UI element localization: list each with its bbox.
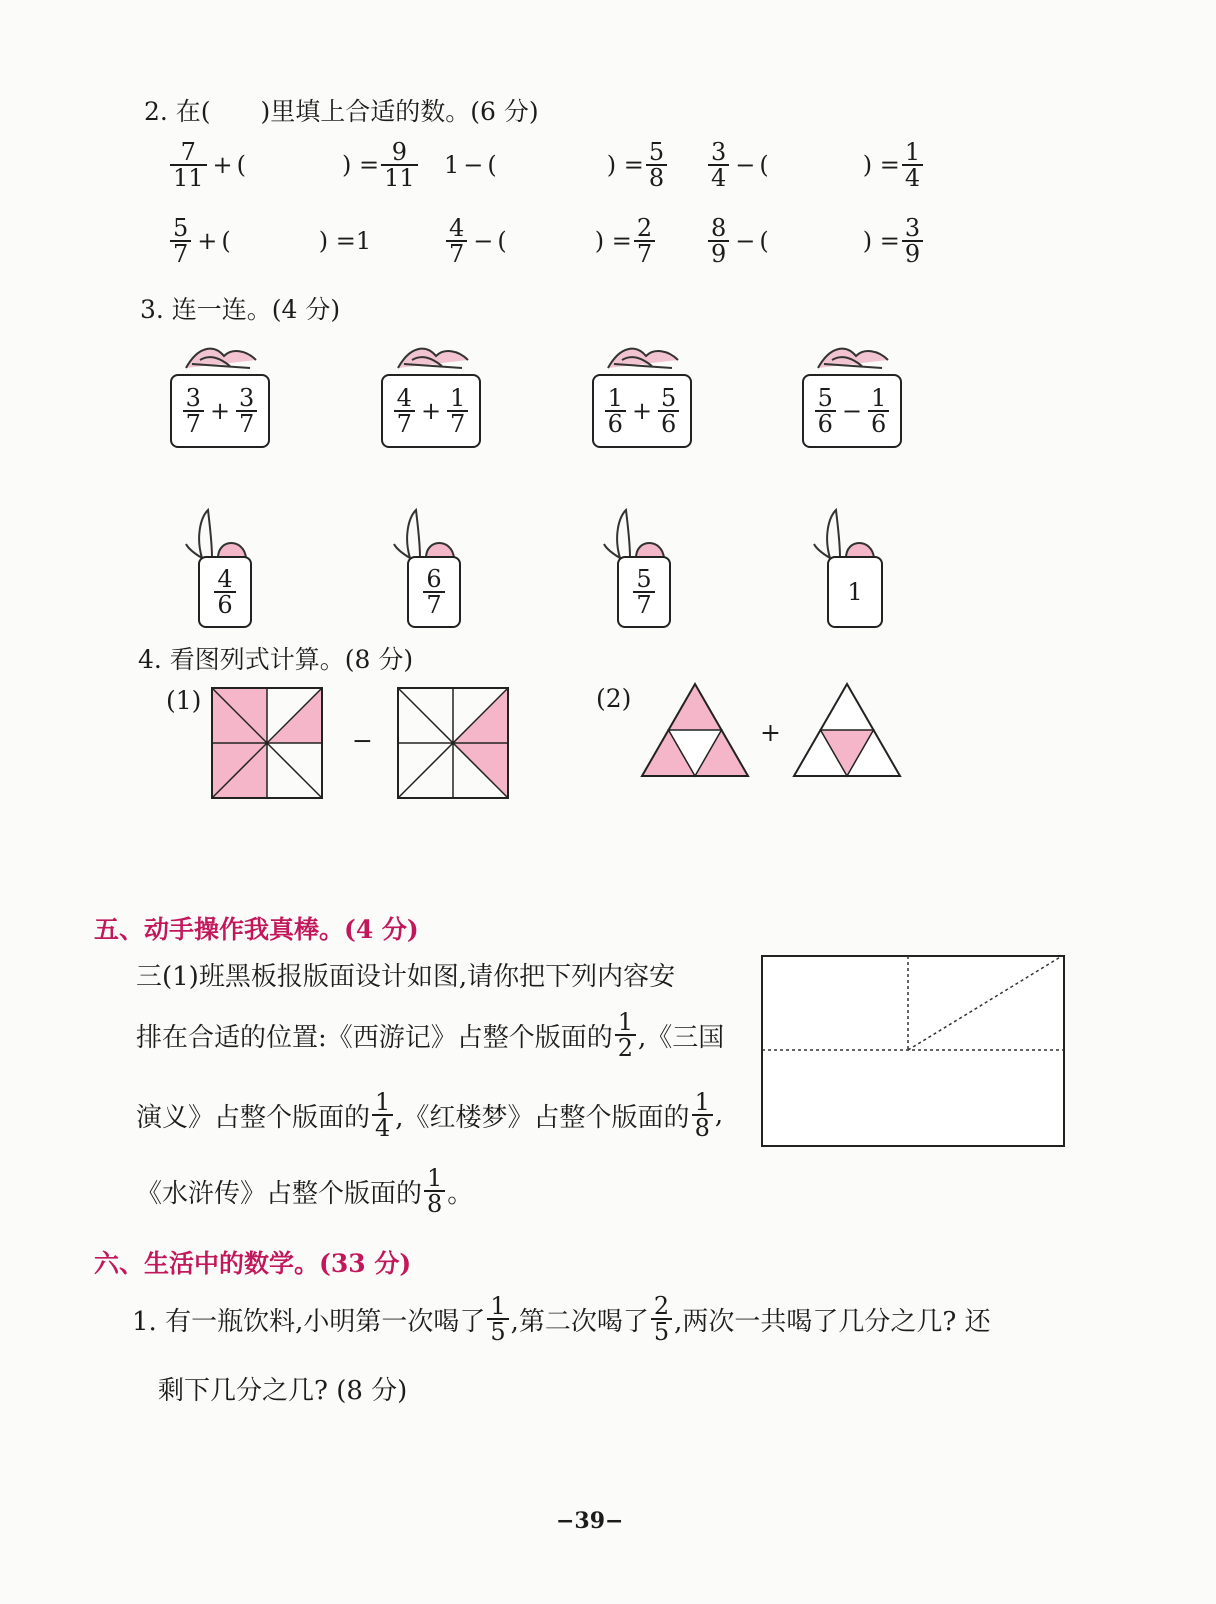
s5-line-2: 排在合适的位置:《西游记》占整个版面的 $\frac{1}{2}$ ,《三国 — [136, 1008, 725, 1062]
match-card-bottom-2[interactable]: $\frac{6}{7}$ — [407, 556, 461, 628]
q2-eq-4: $\frac{5}{7}$ + ( ) = 1 — [168, 216, 371, 266]
flower-icon — [182, 508, 252, 560]
q2-eq-1: $\frac{7}{11}$ + ( ) = $\frac{9}{11}$ — [168, 140, 420, 190]
triangle-figure-1 — [640, 682, 750, 778]
q4-label-2: (2) — [596, 684, 632, 713]
flower-icon — [390, 508, 460, 560]
match-card-top-1[interactable]: $\frac{3}{7}$ + $\frac{3}{7}$ — [170, 374, 270, 448]
match-card-bottom-3[interactable]: $\frac{5}{7}$ — [617, 556, 671, 628]
q3-title: 3. 连一连。(4 分) — [140, 295, 341, 324]
match-card-top-2[interactable]: $\frac{4}{7}$ + $\frac{1}{7}$ — [381, 374, 481, 448]
triangle-figure-2 — [792, 682, 902, 778]
section-5-title: 五、动手操作我真棒。(4 分) — [94, 915, 419, 944]
s6-q1-line-1: 1. 有一瓶饮料,小明第一次喝了 $\frac{1}{5}$ ,第二次喝了 $\frac{2}{5}$ ,两次一共喝了几分之几? 还 — [132, 1292, 991, 1346]
q2-eq-2: 1 − ( ) = $\frac{5}{8}$ — [444, 140, 669, 190]
flower-icon — [600, 508, 670, 560]
q2-title: 2. 在( )里填上合适的数。(6 分) — [144, 97, 539, 126]
s6-q1-line-2: 剩下几分之几? (8 分) — [158, 1376, 408, 1406]
q2-eq-6: $\frac{8}{9}$ − ( ) = $\frac{3}{9}$ — [706, 216, 925, 266]
s5-line-1: 三(1)班黑板报版面设计如图,请你把下列内容安 — [136, 962, 676, 992]
minus-sign: − — [352, 726, 373, 755]
match-card-top-4[interactable]: $\frac{5}{6}$ − $\frac{1}{6}$ — [802, 374, 902, 448]
dragonfly-icon — [812, 338, 892, 378]
match-card-bottom-1[interactable]: $\frac{4}{6}$ — [198, 556, 252, 628]
q4-title: 4. 看图列式计算。(8 分) — [138, 645, 414, 674]
q4-label-1: (1) — [166, 686, 202, 715]
dragonfly-icon — [602, 338, 682, 378]
match-card-bottom-4[interactable]: 1 — [827, 556, 883, 628]
plus-sign: + — [760, 718, 781, 747]
dragonfly-icon — [392, 338, 472, 378]
s5-line-4: 《水浒传》占整个版面的 $\frac{1}{8}$ 。 — [136, 1164, 474, 1218]
page-number: −39− — [556, 1508, 624, 1534]
s5-line-3: 演义》占整个版面的 $\frac{1}{4}$ ,《红楼梦》占整个版面的 $\frac{1}{8}$ , — [136, 1088, 724, 1142]
flower-icon — [810, 508, 880, 560]
q2-eq-3: $\frac{3}{4}$ − ( ) = $\frac{1}{4}$ — [706, 140, 925, 190]
q2-eq-5: $\frac{4}{7}$ − ( ) = $\frac{2}{7}$ — [444, 216, 657, 266]
square-figure-2 — [396, 686, 510, 800]
blackboard-layout[interactable] — [760, 954, 1066, 1148]
dragonfly-icon — [180, 338, 260, 378]
square-figure-1 — [210, 686, 324, 800]
match-card-top-3[interactable]: $\frac{1}{6}$ + $\frac{5}{6}$ — [592, 374, 692, 448]
section-6-title: 六、生活中的数学。(33 分) — [94, 1249, 412, 1278]
